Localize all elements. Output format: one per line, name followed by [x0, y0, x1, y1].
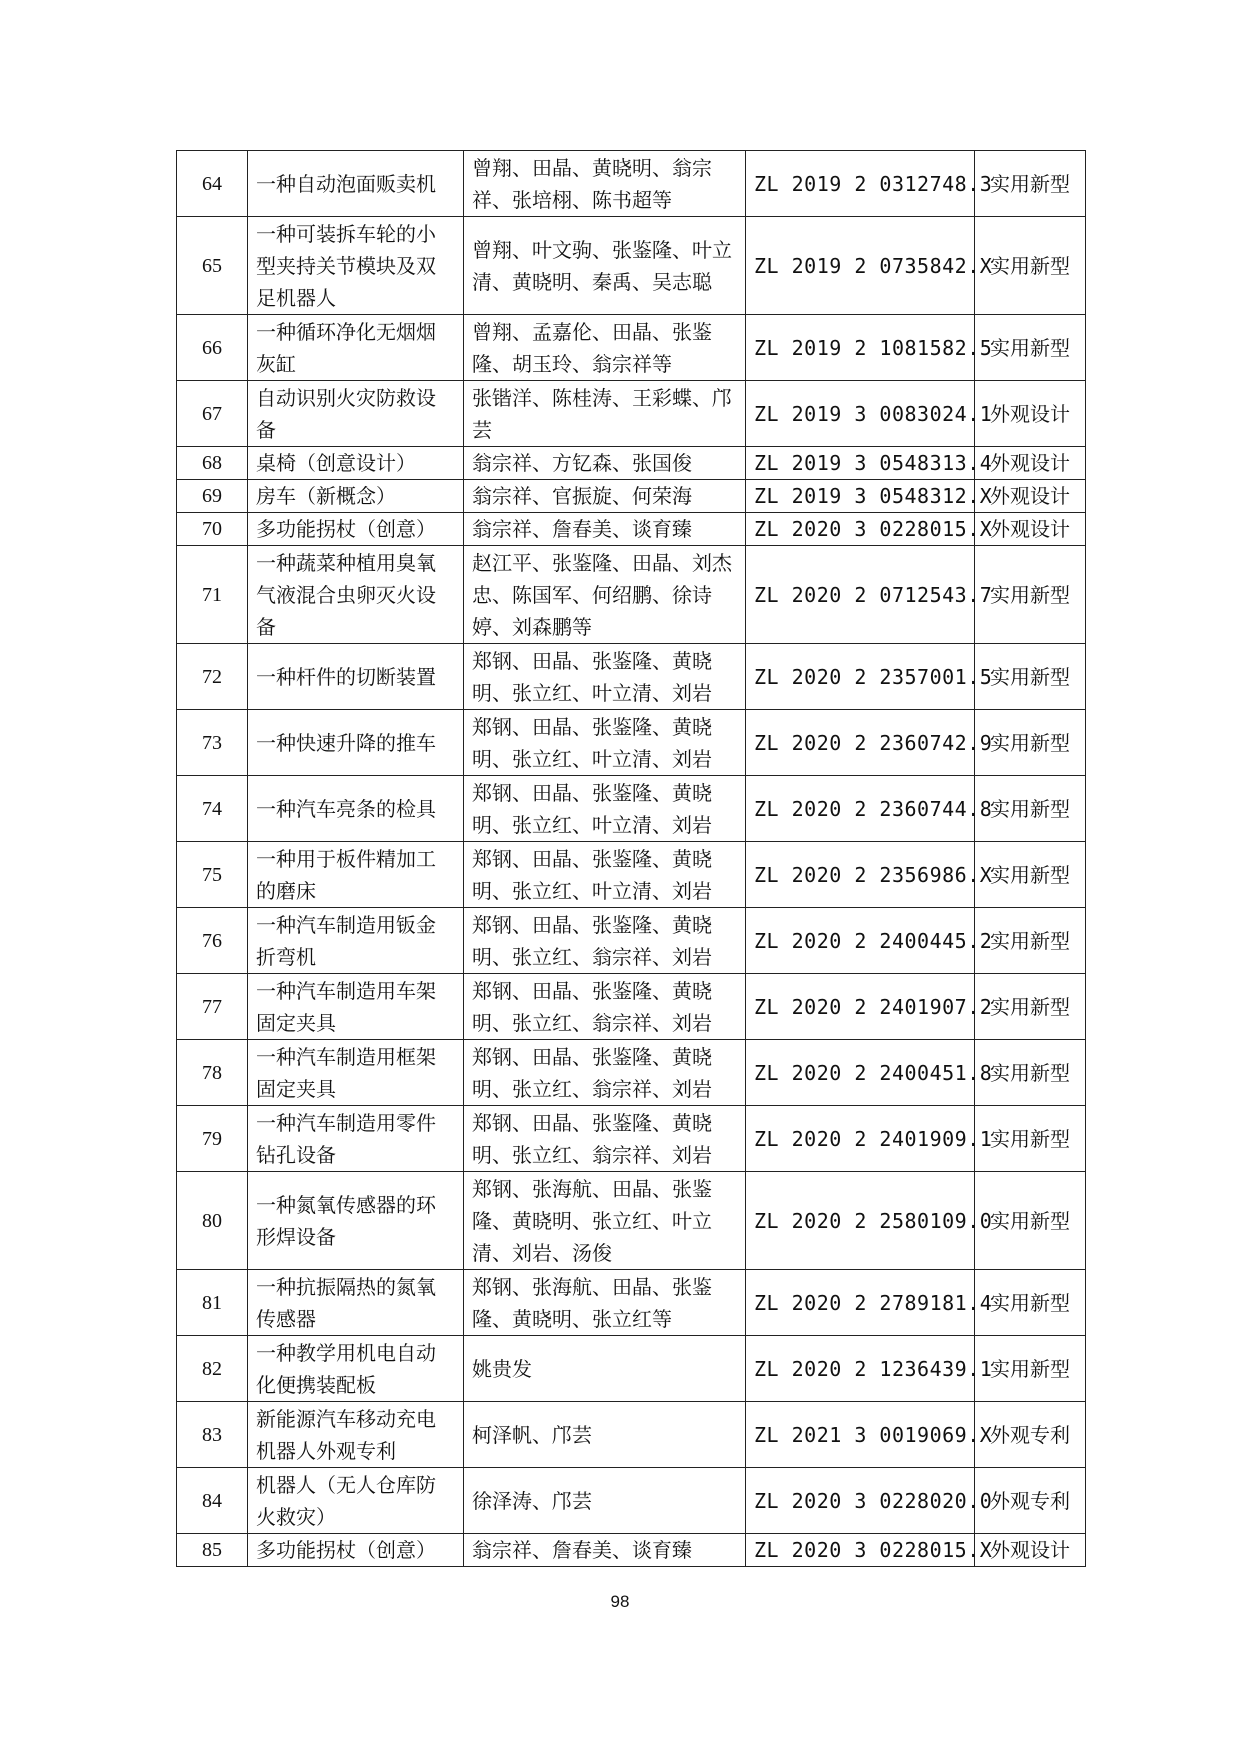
patent-type: 外观专利: [975, 1468, 1086, 1534]
inventors: 曾翔、叶文驹、张鉴隆、叶立清、黄晓明、秦禹、吴志聪: [464, 217, 746, 315]
table-row: [177, 447, 1086, 480]
patent-name: 一种汽车制造用框架固定夹具: [248, 1040, 464, 1106]
patent-name: 桌椅（创意设计）: [248, 447, 464, 480]
patent-name: 一种抗振隔热的氮氧传感器: [248, 1270, 464, 1336]
inventors: 赵江平、张鉴隆、田晶、刘杰忠、陈国军、何绍鹏、徐诗婷、刘森鹏等: [464, 546, 746, 644]
patent-type: 实用新型: [975, 842, 1086, 908]
table-row: [177, 776, 1086, 842]
patent-number: ZL 2020 2 2400451.8: [746, 1040, 975, 1106]
table-row: [177, 974, 1086, 1040]
patent-type: 实用新型: [975, 1270, 1086, 1336]
row-number: 78: [177, 1040, 248, 1106]
patent-name: 自动识别火灾防救设备: [248, 381, 464, 447]
inventors: 郑钢、田晶、张鉴隆、黄晓明、张立红、翁宗祥、刘岩: [464, 908, 746, 974]
patent-type: 实用新型: [975, 1106, 1086, 1172]
table-row: [177, 1534, 1086, 1567]
patent-number: ZL 2020 2 2400445.2: [746, 908, 975, 974]
patent-number: ZL 2021 3 0019069.X: [746, 1402, 975, 1468]
inventors: 郑钢、田晶、张鉴隆、黄晓明、张立红、翁宗祥、刘岩: [464, 1106, 746, 1172]
patent-number: ZL 2020 3 0228020.0: [746, 1468, 975, 1534]
table-row: [177, 151, 1086, 217]
table-row: [177, 1040, 1086, 1106]
table-row: [177, 1468, 1086, 1534]
page-number: 98: [610, 1592, 630, 1611]
patent-number: ZL 2020 2 2356986.X: [746, 842, 975, 908]
patent-table: [176, 150, 1086, 1567]
patent-name: 一种汽车制造用零件钻孔设备: [248, 1106, 464, 1172]
row-number: 72: [177, 644, 248, 710]
patent-name: 一种汽车亮条的检具: [248, 776, 464, 842]
patent-name: 多功能拐杖（创意）: [248, 513, 464, 546]
patent-type: 外观设计: [975, 447, 1086, 480]
inventors: 郑钢、张海航、田晶、张鉴隆、黄晓明、张立红等: [464, 1270, 746, 1336]
patent-type: 实用新型: [975, 546, 1086, 644]
table-row: [177, 513, 1086, 546]
inventors: 郑钢、田晶、张鉴隆、黄晓明、张立红、叶立清、刘岩: [464, 644, 746, 710]
patent-number: ZL 2019 3 0548313.4: [746, 447, 975, 480]
inventors: 张锴洋、陈桂涛、王彩蝶、邝芸: [464, 381, 746, 447]
inventors: 郑钢、田晶、张鉴隆、黄晓明、张立红、叶立清、刘岩: [464, 710, 746, 776]
patent-type: 实用新型: [975, 974, 1086, 1040]
table-row: [177, 908, 1086, 974]
inventors: 郑钢、田晶、张鉴隆、黄晓明、张立红、叶立清、刘岩: [464, 842, 746, 908]
row-number: 69: [177, 480, 248, 513]
inventors: 翁宗祥、方钇森、张国俊: [464, 447, 746, 480]
patent-name: 机器人（无人仓库防火救灾）: [248, 1468, 464, 1534]
patent-name: 一种可装拆车轮的小型夹持关节模块及双足机器人: [248, 217, 464, 315]
patent-name: 多功能拐杖（创意）: [248, 1534, 464, 1567]
inventors: 曾翔、孟嘉伦、田晶、张鉴隆、胡玉玲、翁宗祥等: [464, 315, 746, 381]
table-row: [177, 1172, 1086, 1270]
inventors: 郑钢、田晶、张鉴隆、黄晓明、张立红、叶立清、刘岩: [464, 776, 746, 842]
patent-number: ZL 2020 2 2360742.9: [746, 710, 975, 776]
row-number: 67: [177, 381, 248, 447]
table-row: [177, 546, 1086, 644]
inventors: 曾翔、田晶、黄晓明、翁宗祥、张培栩、陈书超等: [464, 151, 746, 217]
row-number: 81: [177, 1270, 248, 1336]
patent-type: 外观设计: [975, 513, 1086, 546]
table-row: [177, 315, 1086, 381]
patent-name: 一种快速升降的推车: [248, 710, 464, 776]
row-number: 77: [177, 974, 248, 1040]
patent-number: ZL 2019 3 0548312.X: [746, 480, 975, 513]
patent-name: 一种蔬菜种植用臭氧气液混合虫卵灭火设备: [248, 546, 464, 644]
patent-number: ZL 2019 2 1081582.5: [746, 315, 975, 381]
patent-type: 外观设计: [975, 480, 1086, 513]
patent-type: 实用新型: [975, 217, 1086, 315]
row-number: 71: [177, 546, 248, 644]
patent-number: ZL 2020 2 2789181.4: [746, 1270, 975, 1336]
patent-type: 实用新型: [975, 151, 1086, 217]
row-number: 74: [177, 776, 248, 842]
patent-name: 新能源汽车移动充电机器人外观专利: [248, 1402, 464, 1468]
inventors: 翁宗祥、詹春美、谈育臻: [464, 1534, 746, 1567]
row-number: 82: [177, 1336, 248, 1402]
patent-name: 一种汽车制造用钣金折弯机: [248, 908, 464, 974]
row-number: 83: [177, 1402, 248, 1468]
patent-name: 一种用于板件精加工的磨床: [248, 842, 464, 908]
table-row: [177, 644, 1086, 710]
patent-number: ZL 2020 2 2360744.8: [746, 776, 975, 842]
patent-name: 一种杆件的切断装置: [248, 644, 464, 710]
table-row: [177, 1402, 1086, 1468]
inventors: 徐泽涛、邝芸: [464, 1468, 746, 1534]
table-row: [177, 381, 1086, 447]
patent-type: 实用新型: [975, 1172, 1086, 1270]
patent-name: 一种教学用机电自动化便携装配板: [248, 1336, 464, 1402]
patent-name: 房车（新概念）: [248, 480, 464, 513]
row-number: 66: [177, 315, 248, 381]
table-row: [177, 1270, 1086, 1336]
patent-number: ZL 2020 2 1236439.1: [746, 1336, 975, 1402]
table-row: [177, 842, 1086, 908]
patent-number: ZL 2019 2 0312748.3: [746, 151, 975, 217]
patent-table-body: [177, 151, 1086, 1567]
inventors: 郑钢、田晶、张鉴隆、黄晓明、张立红、翁宗祥、刘岩: [464, 1040, 746, 1106]
patent-type: 实用新型: [975, 776, 1086, 842]
inventors: 郑钢、张海航、田晶、张鉴隆、黄晓明、张立红、叶立清、刘岩、汤俊: [464, 1172, 746, 1270]
patent-type: 实用新型: [975, 315, 1086, 381]
row-number: 65: [177, 217, 248, 315]
inventors: 姚贵发: [464, 1336, 746, 1402]
row-number: 73: [177, 710, 248, 776]
patent-number: ZL 2020 2 2580109.0: [746, 1172, 975, 1270]
patent-number: ZL 2020 2 2401907.2: [746, 974, 975, 1040]
row-number: 76: [177, 908, 248, 974]
row-number: 75: [177, 842, 248, 908]
patent-type: 实用新型: [975, 908, 1086, 974]
patent-number: ZL 2019 3 0083024.1: [746, 381, 975, 447]
patent-type: 实用新型: [975, 1336, 1086, 1402]
patent-name: 一种循环净化无烟烟灰缸: [248, 315, 464, 381]
row-number: 84: [177, 1468, 248, 1534]
patent-number: ZL 2019 2 0735842.X: [746, 217, 975, 315]
table-row: [177, 710, 1086, 776]
patent-number: ZL 2020 2 0712543.7: [746, 546, 975, 644]
table-row: [177, 480, 1086, 513]
patent-number: ZL 2020 2 2401909.1: [746, 1106, 975, 1172]
patent-type: 实用新型: [975, 644, 1086, 710]
row-number: 64: [177, 151, 248, 217]
row-number: 80: [177, 1172, 248, 1270]
row-number: 85: [177, 1534, 248, 1567]
patent-number: ZL 2020 2 2357001.5: [746, 644, 975, 710]
row-number: 68: [177, 447, 248, 480]
inventors: 翁宗祥、官振旋、何荣海: [464, 480, 746, 513]
patent-number: ZL 2020 3 0228015.X: [746, 513, 975, 546]
row-number: 70: [177, 513, 248, 546]
patent-type: 外观专利: [975, 1402, 1086, 1468]
patent-name: 一种汽车制造用车架固定夹具: [248, 974, 464, 1040]
table-row: [177, 217, 1086, 315]
table-row: [177, 1106, 1086, 1172]
patent-type: 外观设计: [975, 1534, 1086, 1567]
inventors: 翁宗祥、詹春美、谈育臻: [464, 513, 746, 546]
patent-number: ZL 2020 3 0228015.X: [746, 1534, 975, 1567]
patent-type: 实用新型: [975, 710, 1086, 776]
inventors: 柯泽帆、邝芸: [464, 1402, 746, 1468]
patent-type: 外观设计: [975, 381, 1086, 447]
row-number: 79: [177, 1106, 248, 1172]
inventors: 郑钢、田晶、张鉴隆、黄晓明、张立红、翁宗祥、刘岩: [464, 974, 746, 1040]
patent-type: 实用新型: [975, 1040, 1086, 1106]
patent-name: 一种自动泡面贩卖机: [248, 151, 464, 217]
table-row: [177, 1336, 1086, 1402]
patent-name: 一种氮氧传感器的环形焊设备: [248, 1172, 464, 1270]
